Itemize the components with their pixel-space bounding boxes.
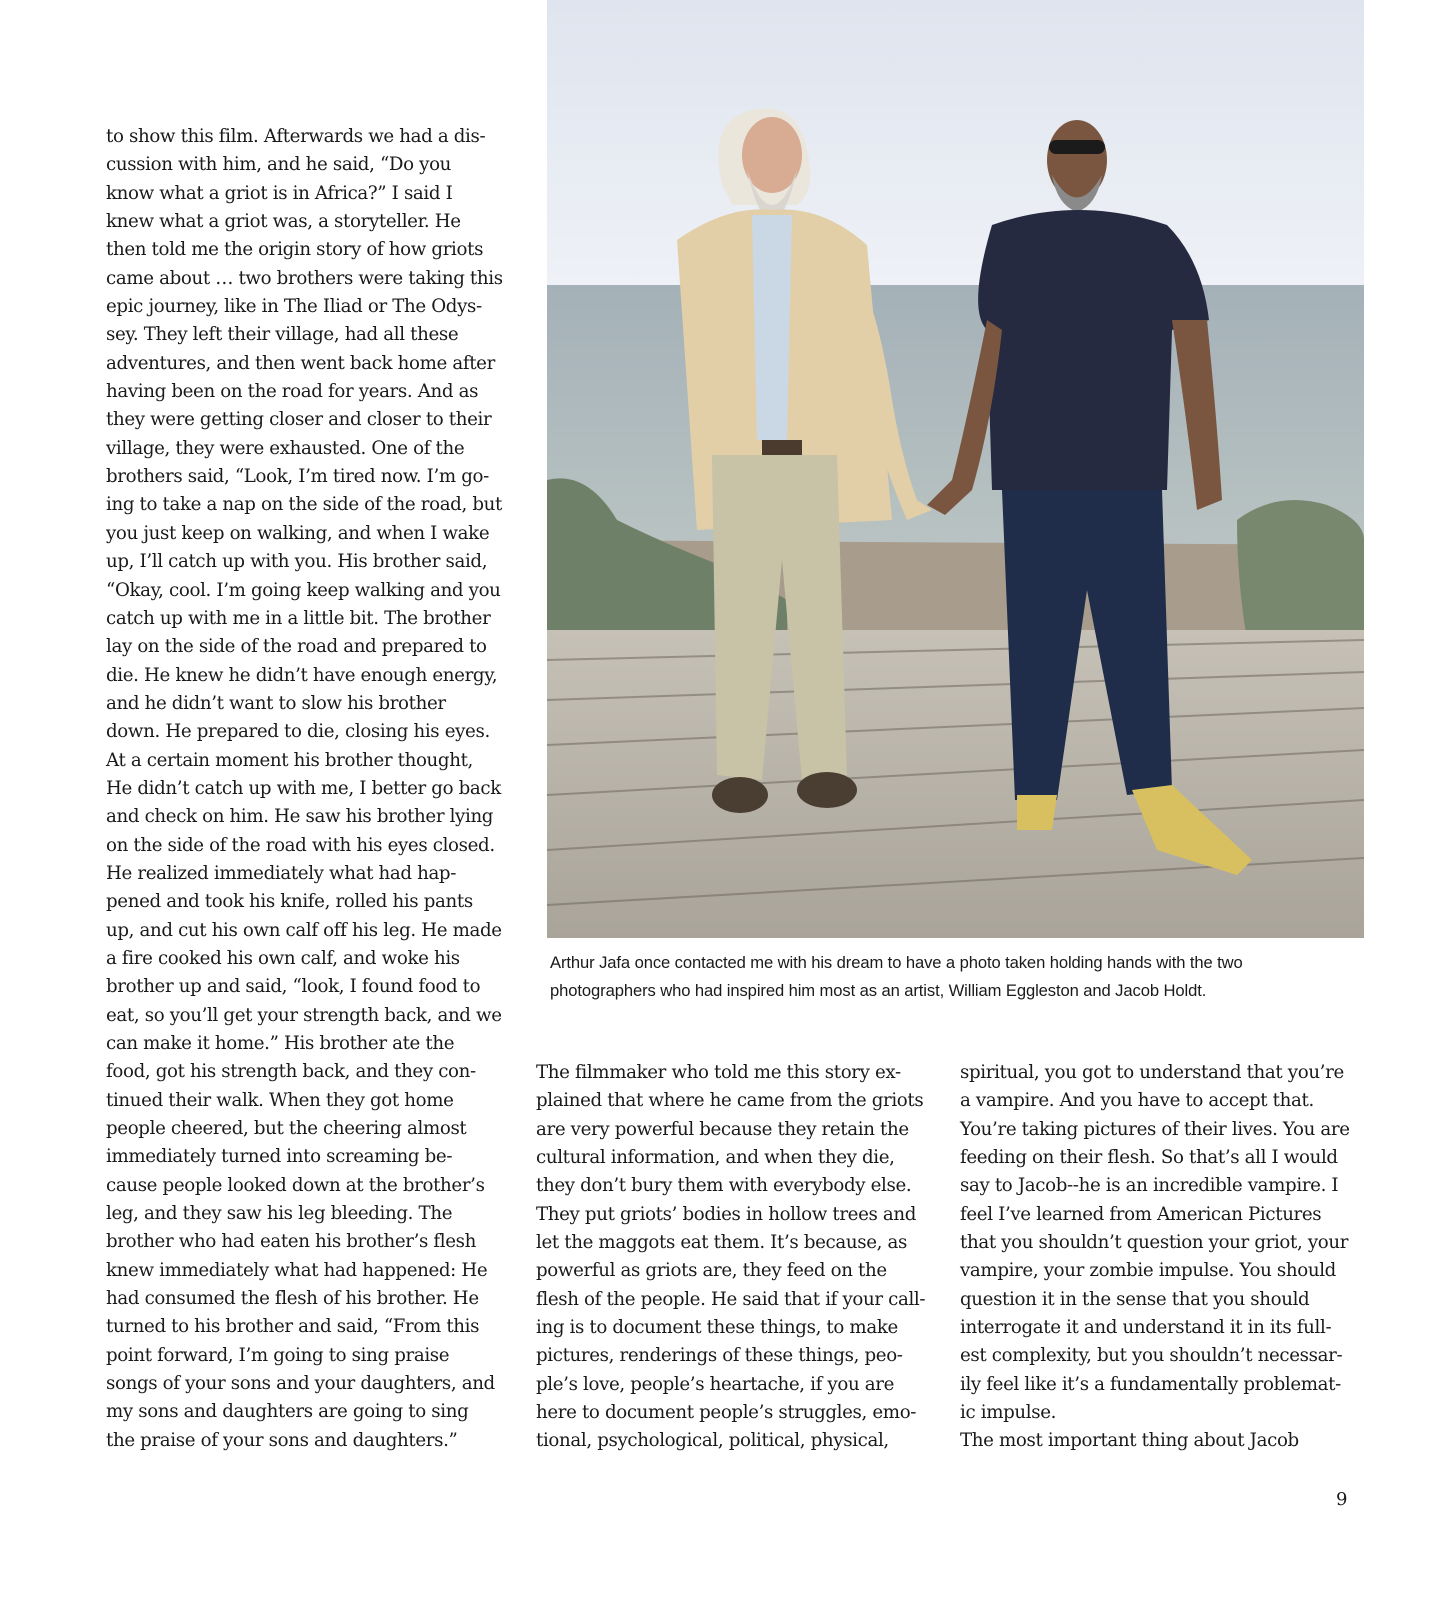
text-line: leg, and they saw his leg bleeding. The [106,1203,453,1225]
text-line: can make it home.” His brother ate the [106,1033,455,1054]
text-line: a vampire. And you have to accept that. [960,1090,1314,1112]
text-line: tional, psychological, political, physical, [536,1430,889,1452]
text-line: that you shouldn’t question your griot, your [960,1232,1349,1254]
text-line: know what a griot is in Africa?” I said I [106,182,453,204]
article-column-1 [106,123,503,1455]
text-line: and he didn’t want to slow his brother [106,692,446,714]
text-line: people cheered, but the cheering almost [106,1118,467,1140]
text-line: He realized immediately what had hap- [106,862,457,884]
text-line: At a certain moment his brother thought, [106,749,473,771]
text-line: tinued their walk. When they got home [106,1089,454,1111]
text-line: village, they were exhausted. One of the [106,437,465,459]
text-line: had consumed the flesh of his brother. He [106,1288,479,1310]
text-line: to show this film. Afterwards we had a dis- [106,126,486,147]
text-line: You’re taking pictures of their lives. You are [960,1118,1350,1140]
text-line: adventures, and then went back home after [106,352,495,374]
text-line: cause people looked down at the brother’s [106,1174,485,1196]
text-line: let the maggots eat them. It’s because, as [536,1232,907,1254]
text-line: ic impulse. [960,1402,1057,1424]
text-line: on the side of the road with his eyes closed. [106,834,495,856]
text-line: feel I’ve learned from American Pictures [960,1203,1322,1225]
text-line: ing is to document these things, to make [536,1317,898,1339]
text-line: down. He prepared to die, closing his eyes. [106,721,490,743]
text-line: vampire, your zombie impulse. You should [960,1260,1336,1282]
text-line: then told me the origin story of how griots [106,239,484,261]
text-line: plained that where he came from the griots [536,1090,924,1112]
text-line: brother who had eaten his brother’s flesh [106,1231,477,1253]
text-line: they were getting closer and closer to their [106,409,492,431]
text-line: ily feel like it’s a fundamentally problemat- [960,1373,1341,1395]
article-column-2 [536,1059,925,1456]
sea [547,285,1364,550]
text-line: and check on him. He saw his brother lying [106,806,494,828]
text-line: say to Jacob--he is an incredible vampire. I [960,1175,1339,1197]
text-line: the praise of your sons and daughters.” [106,1429,458,1451]
text-line: my sons and daughters are going to sing [106,1401,469,1423]
text-line: here to document people’s struggles, emo- [536,1402,917,1424]
text-line: powerful as griots are, they feed on the [536,1260,887,1282]
photo-caption [550,949,1243,1005]
text-line: food, got his strength back, and they con- [106,1061,476,1083]
text-line: sey. They left their village, had all these [106,324,459,346]
text-line: cultural information, and when they die, [536,1147,895,1169]
text-line: pictures, renderings of these things, peo- [536,1345,903,1367]
text-line: point forward, I’m going to sing praise [106,1344,450,1366]
text-line: He didn’t catch up with me, I better go back [106,777,501,799]
text-line: brothers said, “Look, I’m tired now. I’m go- [106,466,489,488]
article-column-3 [960,1059,1350,1456]
text-line: pened and took his knife, rolled his pants [106,891,473,913]
page-number: 9 [1336,1489,1348,1510]
text-line: turned to his brother and said, “From this [106,1316,480,1338]
text-line: cussion with him, and he said, “Do you [106,154,452,176]
text-line: Arthur Jafa once contacted me with his dream to have a photo taken holding hands with the two [550,953,1243,972]
text-line: question it in the sense that you should [960,1288,1310,1310]
text-line: They put griots’ bodies in hollow trees and [536,1203,917,1225]
photo [547,0,1364,938]
text-line: interrogate it and understand it in its full- [960,1317,1332,1339]
text-line: “Okay, cool. I’m going keep walking and you [106,579,501,601]
text-line: up, I’ll catch up with you. His brother said, [106,551,488,573]
text-line: are very powerful because they retain the [536,1118,909,1140]
text-line: immediately turned into screaming be- [106,1146,453,1168]
text-line: photographers who had inspired him most as an artist, William Eggleston and Jacob Holdt. [550,981,1207,1000]
text-line: eat, so you’ll get your strength back, and we [106,1004,502,1026]
text-line: ing to take a nap on the side of the road, but [106,494,502,516]
text-line: up, and cut his own calf off his leg. He made [106,919,502,941]
text-line: having been on the road for years. And as [106,381,479,403]
text-line: ple’s love, people’s heartache, if you are [536,1373,895,1395]
sky [547,0,1364,285]
photo-illustration [547,0,1364,938]
text-line: The filmmaker who told me this story ex- [536,1062,901,1083]
text-line: catch up with me in a little bit. The brother [106,607,491,629]
text-line: songs of your sons and your daughters, and [106,1373,495,1395]
text-line: The most important thing about Jacob [960,1430,1299,1452]
text-line: est complexity, but you shouldn’t necessar- [960,1345,1343,1367]
text-line: came about … two brothers were taking this [106,267,503,289]
text-line: they don’t bury them with everybody else. [536,1175,912,1197]
text-line: brother up and said, “look, I found food to [106,976,481,998]
text-line: feeding on their flesh. So that’s all I would [960,1147,1338,1169]
text-line: flesh of the people. He said that if your call- [536,1288,926,1310]
text-line: a fire cooked his own calf, and woke his [106,947,460,969]
text-line: lay on the side of the road and prepared to [106,636,487,658]
text-line: spiritual, you got to understand that you’re [960,1062,1344,1083]
text-line: die. He knew he didn’t have enough energy, [106,664,498,686]
shrubs-right [1237,500,1364,640]
text-line: epic journey, like in The Iliad or The Odys- [106,296,482,318]
text-line: knew immediately what had happened: He [106,1259,488,1281]
text-line: knew what a griot was, a storyteller. He [106,211,461,233]
text-line: you just keep on walking, and when I wake [106,522,490,544]
